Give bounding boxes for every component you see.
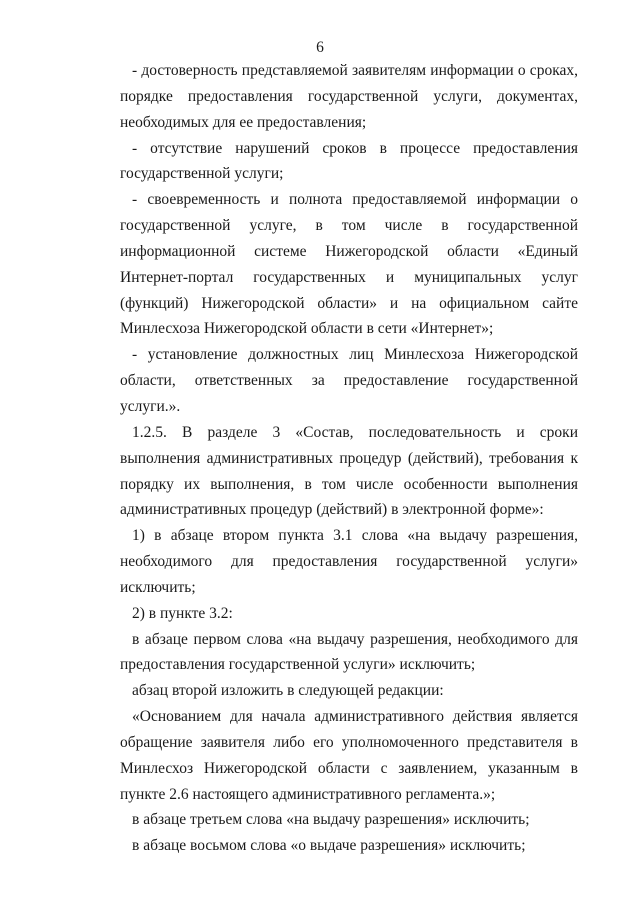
paragraph-third-abzac: в абзаце третьем слова «на выдачу разрешения» исключить; — [132, 811, 530, 829]
paragraph-reliability: - достоверность представляемой заявителям информации о сроках, порядке предоставления государственной услуги, документах, необходимых для ее предоставления; — [120, 62, 578, 131]
document-body — [120, 58, 578, 859]
paragraph-timeliness: - своевременность и полнота предоставляемой информации о государственной услуге, в том числе в государственной информационной системе Нижегородской области «Единый Интернет-портал государственных и муниципальных услуг (функций) Нижегородской области» и на официальном сайте Минлесхоза Нижегородской области в сети «Интернет»; — [120, 191, 578, 338]
paragraph-eighth-abzac: в абзаце восьмом слова «о выдаче разрешения» исключить; — [132, 837, 526, 855]
paragraph-section-3: 1.2.5. В разделе 3 «Состав, последовательность и сроки выполнения административных процедур (действий), требования к порядку их выполнения, в том числе особенности выполнения административных процедур (действий) в электронной форме»: — [120, 423, 578, 519]
paragraph-first-abzac: в абзаце первом слова «на выдачу разрешения, необходимого для предоставления государственной услуги» исключить; — [120, 630, 578, 674]
paragraph-item-2: 2) в пункте 3.2: — [132, 604, 233, 622]
paragraph-responsible-officials: - установление должностных лиц Минлесхоза Нижегородской области, ответственных за предоставление государственной услуги.». — [120, 346, 578, 415]
paragraph-second-abzac: абзац второй изложить в следующей редакции: — [132, 682, 444, 700]
paragraph-new-wording: «Основанием для начала административного действия является обращение заявителя либо его уполномоченного представителя в Минлесхоз Нижегородской области с заявлением, указанным в пункте 2.6 настоящего административного регламента.»; — [120, 708, 578, 803]
page-number: 6 — [316, 39, 324, 56]
paragraph-no-violations: - отсутствие нарушений сроков в процессе предоставления государственной услуги; — [120, 139, 578, 183]
paragraph-item-1: 1) в абзаце втором пункта 3.1 слова «на выдачу разрешения, необходимого для предоставления государственной услуги» исключить; — [120, 527, 578, 596]
